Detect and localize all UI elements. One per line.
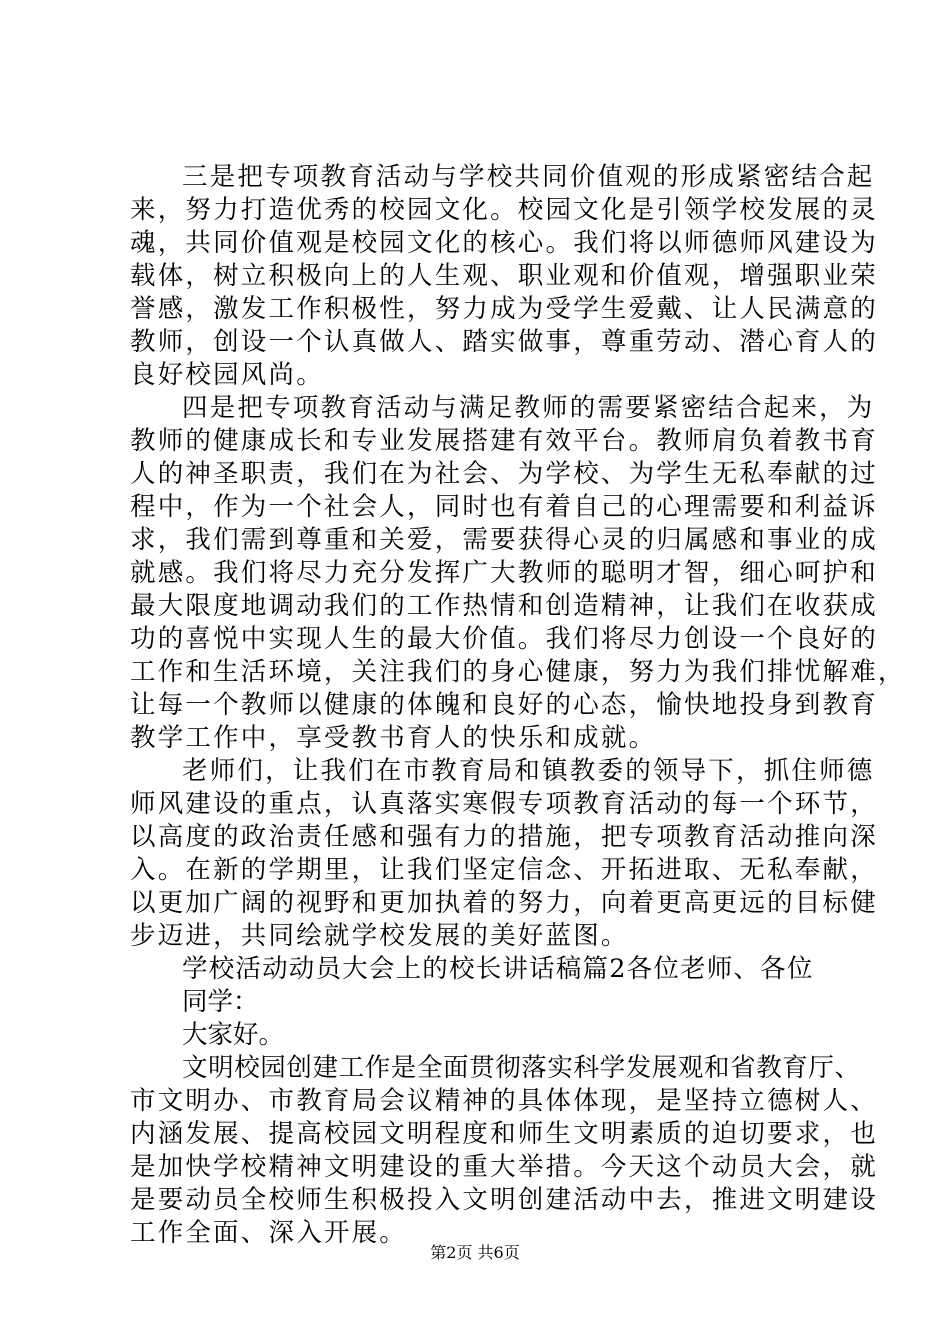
text-line: 是加快学校精神文明建设的重大举措。今天这个动员大会，就 bbox=[130, 1152, 878, 1182]
text-line: 老师们，让我们在市教育局和镇教委的领导下，抓住师德 bbox=[182, 756, 875, 786]
text-line: 学校活动动员大会上的校长讲话稿篇2各位老师、各位 bbox=[182, 954, 814, 984]
text-line: 大家好。 bbox=[182, 1020, 285, 1050]
text-line: 来，努力打造优秀的校园文化。校园文化是引领学校发展的灵 bbox=[130, 195, 878, 225]
text-line: 誉感，激发工作积极性，努力成为受学生爱戴、让人民满意的 bbox=[130, 294, 878, 324]
text-line: 入。在新的学期里，让我们坚定信念、开拓进取、无私奉献， bbox=[130, 855, 878, 885]
text-line: 步迈进，共同绘就学校发展的美好蓝图。 bbox=[130, 921, 629, 951]
text-line: 教师，创设一个认真做人、踏实做事，尊重劳动、潜心育人的 bbox=[130, 327, 878, 357]
text-line: 良好校园风尚。 bbox=[130, 360, 324, 390]
text-line: 以更加广阔的视野和更加执着的努力，向着更高更远的目标健 bbox=[130, 888, 878, 918]
text-line: 文明校园创建工作是全面贯彻落实科学发展观和省教育厅、 bbox=[182, 1053, 861, 1083]
text-line: 师风建设的重点，认真落实寒假专项教育活动的每一个环节， bbox=[130, 789, 878, 819]
text-line: 以高度的政治责任感和强有力的措施，把专项教育活动推向深 bbox=[130, 822, 878, 852]
text-line: 是要动员全校师生积极投入文明创建活动中去，推进文明建设 bbox=[130, 1185, 878, 1215]
text-line: 内涵发展、提高校园文明程度和师生文明素质的迫切要求，也 bbox=[130, 1119, 878, 1149]
text-line: 人的神圣职责，我们在为社会、为学校、为学生无私奉献的过 bbox=[130, 459, 878, 489]
page-footer: 第2页 共6页 bbox=[430, 1243, 520, 1262]
text-line: 就感。我们将尽力充分发挥广大教师的聪明才智，细心呵护和 bbox=[130, 558, 878, 588]
text-line: 同学： bbox=[182, 987, 259, 1017]
text-line: 最大限度地调动我们的工作热情和创造精神，让我们在收获成 bbox=[130, 591, 878, 621]
text-line: 教学工作中，享受教书育人的快乐和成就。 bbox=[130, 723, 657, 753]
text-line: 程中，作为一个社会人，同时也有着自己的心理需要和利益诉 bbox=[130, 492, 878, 522]
text-line: 让每一个教师以健康的体魄和良好的心态，愉快地投身到教育 bbox=[130, 690, 878, 720]
text-line: 三是把专项教育活动与学校共同价值观的形成紧密结合起 bbox=[182, 162, 875, 192]
text-line: 魂，共同价值观是校园文化的核心。我们将以师德师风建设为 bbox=[130, 228, 878, 258]
text-line: 工作全面、深入开展。 bbox=[130, 1218, 408, 1248]
text-line: 市文明办、市教育局会议精神的具体体现，是坚持立德树人、 bbox=[130, 1086, 878, 1116]
text-line: 工作和生活环境，关注我们的身心健康，努力为我们排忧解难， bbox=[130, 657, 906, 687]
text-line: 载体，树立积极向上的人生观、职业观和价值观，增强职业荣 bbox=[130, 261, 878, 291]
text-line: 四是把专项教育活动与满足教师的需要紧密结合起来，为 bbox=[182, 393, 875, 423]
text-line: 教师的健康成长和专业发展搭建有效平台。教师肩负着教书育 bbox=[130, 426, 878, 456]
text-line: 求，我们需到尊重和关爱，需要获得心灵的归属感和事业的成 bbox=[130, 525, 878, 555]
text-line: 功的喜悦中实现人生的最大价值。我们将尽力创设一个良好的 bbox=[130, 624, 878, 654]
